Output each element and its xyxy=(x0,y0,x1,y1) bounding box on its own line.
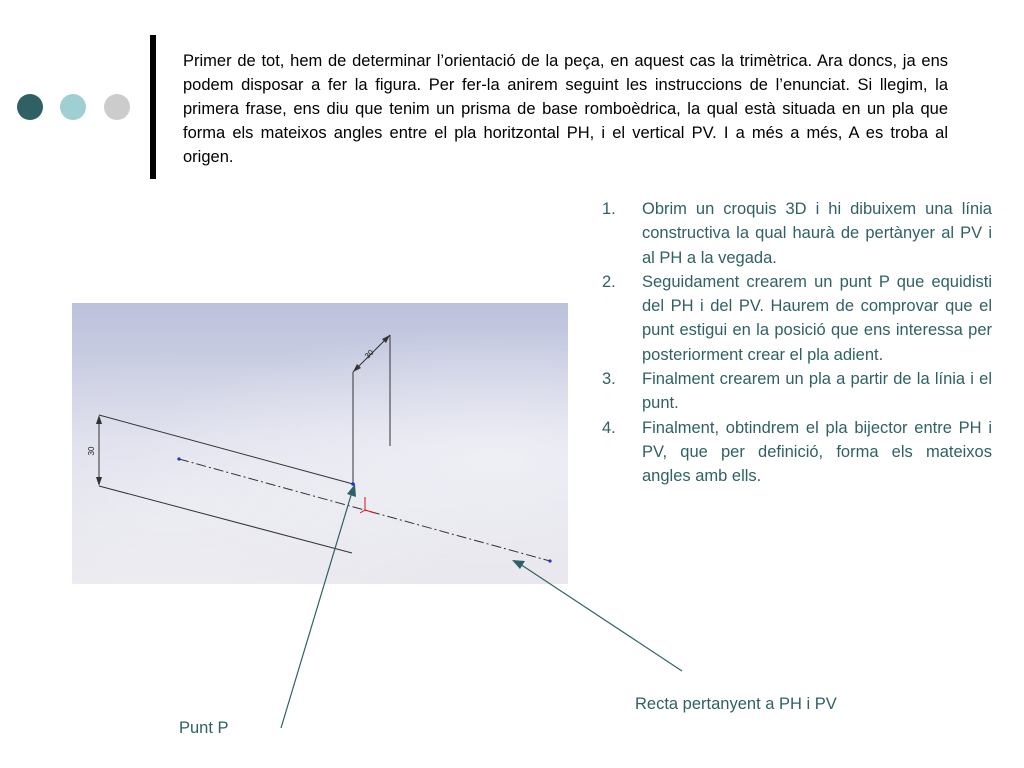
extension-line-top xyxy=(99,415,353,484)
step-text: Seguidament crearem un punt P que equidisti del PH i del PV. Haurem de comprovar que el punt estigui en la posició que ens interessa per posteriorment crear el pla adient. xyxy=(642,272,992,364)
list-item xyxy=(596,270,992,367)
callout-line: Recta pertanyent a PH i PV xyxy=(635,695,837,713)
line-endpoint xyxy=(177,457,180,460)
step-text: Finalment crearem un pla a partir de la línia i el punt. xyxy=(642,370,992,413)
list-item xyxy=(596,197,992,270)
list-item xyxy=(596,367,992,416)
decorative-dot-dark xyxy=(17,94,43,120)
line-endpoint xyxy=(548,559,551,562)
sketch-figure xyxy=(72,303,568,584)
decorative-dot-light xyxy=(60,94,86,120)
decorative-dot-grey xyxy=(104,94,130,120)
step-number: 3. xyxy=(602,370,616,389)
step-number: 2. xyxy=(602,272,616,291)
list-item xyxy=(596,416,992,489)
sketch-drawing xyxy=(72,303,568,584)
step-number: 4. xyxy=(602,418,616,437)
point-p-marker xyxy=(351,482,355,486)
steps-list xyxy=(596,197,992,489)
step-text: Obrim un croquis 3D i hi dibuixem una línia constructiva la qual haurà de pertànyer al PV i al PH a la vegada. xyxy=(642,200,992,267)
origin-axis-horizontal xyxy=(365,510,375,513)
arrowhead xyxy=(96,415,102,424)
step-text: Finalment, obtindrem el pla bijector entre PH i PV, que per definició, forma els mateixos angles amb ells. xyxy=(642,418,992,486)
callout-point-p: Punt P xyxy=(179,719,229,737)
intro-paragraph: Primer de tot, hem de determinar l’orientació de la peça, en aquest cas la trimètrica. Ara doncs, ja ens podem disposar a fer la figura. Per fer-la anirem seguint les instruccions de l’enunciat. Si llegim, la primera frase, ens diu que tenim un prisma de base romboèdrica, la qual està situada en un pla que forma els mateixos angles entre el pla horitzontal PH, i el vertical PV. I a més a més, A es troba al origen. xyxy=(183,52,948,166)
dimension-label-top: 30 xyxy=(362,347,376,361)
arrowhead xyxy=(96,477,102,486)
dimension-label-left: 30 xyxy=(87,446,96,456)
step-number: 1. xyxy=(602,200,616,218)
origin-axis-depth xyxy=(360,510,365,513)
title-divider-bar xyxy=(150,35,156,179)
